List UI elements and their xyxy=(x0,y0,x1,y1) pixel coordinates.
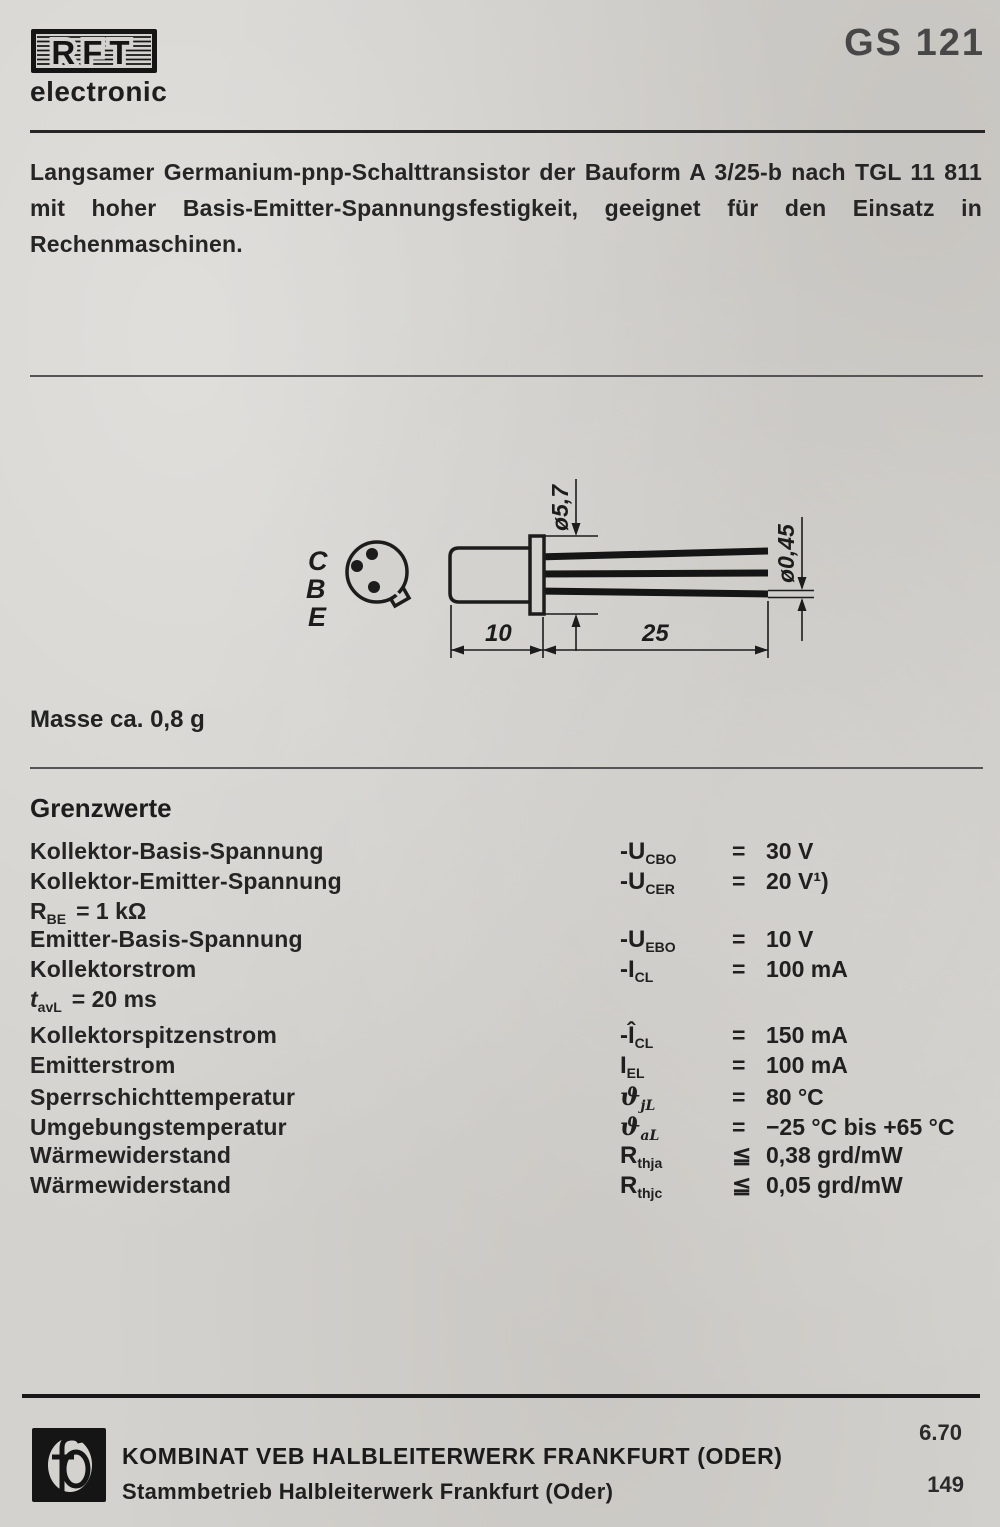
footer-page-number: 149 xyxy=(927,1472,964,1497)
rft-logo-text: RFT xyxy=(51,34,137,71)
transistor-body xyxy=(450,548,532,602)
limit-label: Emitter-Basis-Spannung xyxy=(30,926,303,952)
limit-symbol: $-U_{CER}$ xyxy=(620,868,675,897)
pinout-diagram xyxy=(347,542,409,606)
limit-value: 20 V¹) xyxy=(766,868,829,894)
pinout-pin-labels xyxy=(306,546,328,632)
package-drawing xyxy=(280,445,840,680)
hfo-logo xyxy=(32,1428,106,1502)
limit-symbol: $R_{thja}$ xyxy=(620,1142,663,1171)
limit-value: 100 mA xyxy=(766,956,848,982)
limit-relation: = xyxy=(732,838,746,864)
limit-row xyxy=(30,1172,982,1202)
limit-row xyxy=(30,1022,982,1052)
limit-value: 10 V xyxy=(766,926,814,952)
arrowhead xyxy=(451,646,464,655)
limit-label: Kollektorspitzenstrom xyxy=(30,1022,278,1048)
header-rule xyxy=(30,130,985,133)
limit-label: Sperrschichttemperatur xyxy=(30,1084,296,1110)
limit-row xyxy=(30,1112,982,1142)
pin-dot-c xyxy=(366,548,378,560)
limit-symbol: $-I_{CL}$ xyxy=(620,956,654,985)
description-text: Langsamer Germanium-pnp-Schalttransistor der Bauform A 3/25-b nach TGL 11 811 mit hoher Basis-Emitter-Spannungsfestigkeit, geeignet für den Einsatz in Rechenmaschinen. xyxy=(30,159,982,257)
pin-label-e: E xyxy=(308,602,327,632)
limit-symbol: $-U_{EBO}$ xyxy=(620,926,676,955)
arrowhead xyxy=(530,646,543,655)
arrowhead xyxy=(543,646,556,655)
limit-relation: = xyxy=(732,1052,746,1078)
limit-symbol: $I_{EL}$ xyxy=(620,1052,645,1081)
pin-label-c: C xyxy=(308,546,328,576)
limit-value: 0,05 grd/mW xyxy=(766,1172,903,1198)
section-rule-limits xyxy=(30,767,983,769)
limit-condition: $R_{BE} = 1$ kΩ xyxy=(30,898,147,927)
transistor-leads xyxy=(536,551,768,594)
limit-label: Kollektor-Basis-Spannung xyxy=(30,838,324,864)
limit-relation: = xyxy=(732,956,746,982)
footer-rule xyxy=(22,1394,980,1398)
limit-label: Emitterstrom xyxy=(30,1052,176,1078)
arrowhead xyxy=(755,646,768,655)
limit-row xyxy=(30,956,982,986)
limits-table xyxy=(30,838,982,1202)
limit-value: 100 mA xyxy=(766,1052,848,1078)
arrowhead xyxy=(572,614,581,627)
limits-heading: Grenzwerte xyxy=(30,793,172,823)
limit-label: Wärmewiderstand xyxy=(30,1172,232,1198)
limit-label: Kollektorstrom xyxy=(30,956,197,982)
limit-relation: = xyxy=(732,1022,746,1048)
limit-row xyxy=(30,868,982,898)
limit-relation: = xyxy=(732,926,746,952)
limit-label: Wärmewiderstand xyxy=(30,1142,232,1168)
limit-label: Kollektor-Emitter-Spannung xyxy=(30,868,342,894)
rft-logo xyxy=(30,28,158,74)
rft-logo-subtext: electronic xyxy=(30,76,168,107)
limit-relation: ≦ xyxy=(732,1142,752,1168)
limit-value: −25 °C bis +65 °C xyxy=(766,1114,955,1140)
footer-plant-line: Stammbetrieb Halbleiterwerk Frankfurt (Oder) xyxy=(122,1479,614,1504)
limit-row xyxy=(30,1052,982,1082)
dim-body-length-label: 10 xyxy=(485,620,512,647)
limit-relation: = xyxy=(732,1114,746,1140)
limit-row xyxy=(30,1142,982,1172)
pin-label-b: B xyxy=(306,574,326,604)
footer-date: 6.70 xyxy=(919,1420,962,1445)
limit-symbol: $ϑ_{jL}$ xyxy=(620,1082,656,1114)
mass-note: Masse ca. 0,8 g xyxy=(30,706,205,733)
limit-relation: ≦ xyxy=(732,1172,752,1198)
limit-value: 150 mA xyxy=(766,1022,848,1048)
limit-value: 80 °C xyxy=(766,1084,824,1110)
limit-label: Umgebungstemperatur xyxy=(30,1114,287,1140)
limit-symbol: $ϑ_{aL}$ xyxy=(620,1112,660,1144)
limit-row xyxy=(30,838,982,868)
limit-row xyxy=(30,926,982,956)
limit-symbol: $-Î_{CL}$ xyxy=(620,1022,654,1051)
pin-dot-b xyxy=(351,560,363,572)
dim-lead-diameter-label: ø0,45 xyxy=(773,524,799,583)
pin-dot-e xyxy=(368,581,380,593)
limit-row xyxy=(30,1082,982,1112)
limit-value: 0,38 grd/mW xyxy=(766,1142,903,1168)
arrowhead xyxy=(798,598,807,611)
limit-relation: = xyxy=(732,868,746,894)
limit-symbol: $-U_{CBO}$ xyxy=(620,838,677,867)
limit-symbol: $R_{thjc}$ xyxy=(620,1172,663,1201)
section-rule-top xyxy=(30,375,983,377)
dim-body-diameter-label: ø5,7 xyxy=(547,484,573,531)
limit-value: 30 V xyxy=(766,838,814,864)
footer-company-line: KOMBINAT VEB HALBLEITERWERK FRANKFURT (ODER) xyxy=(122,1443,783,1469)
transistor-flange xyxy=(530,536,544,614)
dim-lead-length-label: 25 xyxy=(642,620,669,647)
limit-condition: $t_{avL} = 20$ ms xyxy=(30,986,157,1015)
limit-relation: = xyxy=(732,1084,746,1110)
part-number: GS 121 xyxy=(844,22,985,64)
